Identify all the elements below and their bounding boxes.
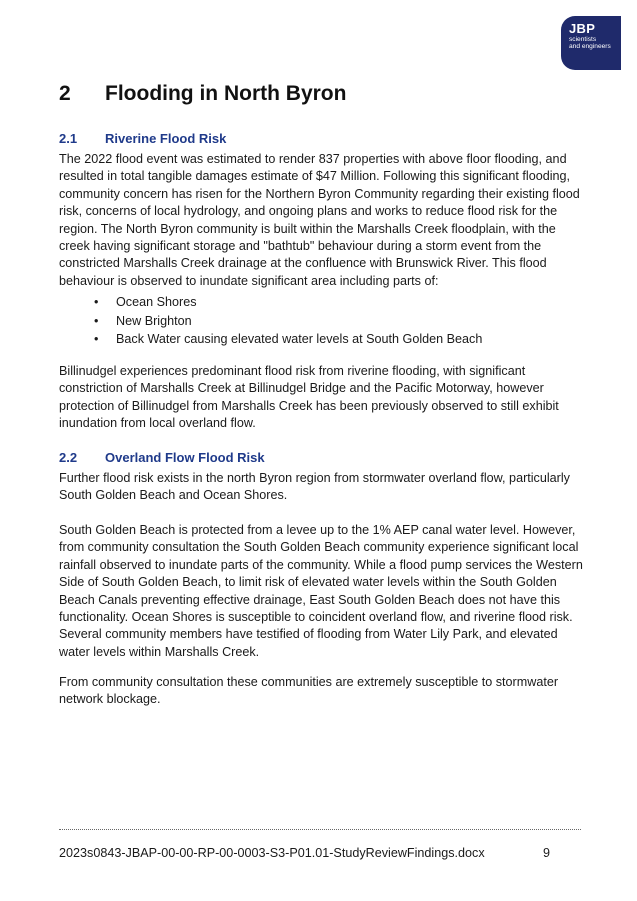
affected-areas-list [94,293,482,349]
overland-intro-paragraph: Further flood risk exists in the north Byron region from stormwater overland flow, particularly South Golden Beach and Ocean Shores. [59,471,570,503]
section-heading-2-2 [59,450,265,465]
logo-tagline-1: scientists [569,36,597,43]
section-number: 2.2 [59,450,78,465]
section-heading-2-1 [59,131,226,146]
footer-document-id: 2023s0843-JBAP-00-00-RP-00-0003-S3-P01.01-StudyReviewFindings.docx [59,846,485,860]
bullet-icon: • [94,313,99,328]
chapter-number: 2 [59,82,71,105]
list-item: • Ocean Shores [94,293,482,312]
list-item: • New Brighton [94,312,482,331]
blockage-paragraph: From community consultation these communities are extremely susceptible to stormwater network blockage. [59,675,559,707]
chapter-title: Flooding in North Byron [105,82,347,105]
billinudgel-paragraph: Billinudgel experiences predominant flood risk from riverine flooding, with significant constriction of Marshalls Creek at Billinudgel Bridge and the Pacific Motorway, however protection of Billinudgel from Marshalls Creek has been previously observed to still exhibit inundation from local overland flow. [59,364,559,431]
section-number: 2.1 [59,131,78,146]
riverine-intro-paragraph: The 2022 flood event was estimated to render 837 properties with above floor flooding, and resulted in total tangible damages estimate of $47 Million. Following this significant flooding, community concern has risen for the Northern Byron Community regarding their existing flood risk, concerns of local hydrology, and ongoing plans and works to reduce flood risk for the region. The North Byron community is built within the Marshalls Creek floodplain, with the creek having significant storage and "bathtub" behaviour during a storm event from the constricted Marshalls Creek drainage at the confluence with Brunswick River. This flood behaviour is observed to inundate significant area including parts of: [59,152,580,288]
logo-brand: JBP [569,21,596,36]
jbp-logo [561,16,621,70]
list-item: • Back Water causing elevated water levels at South Golden Beach [94,330,482,349]
logo-tagline-2: and engineers [569,43,611,50]
footer-divider [59,829,581,830]
bullet-icon: • [94,295,99,309]
section-title: Riverine Flood Risk [105,131,227,146]
south-golden-beach-paragraph: South Golden Beach is protected from a levee up to the 1% AEP canal water level. However, from community consultation the South Golden Beach community experience significant local rainfall observed to inundate parts of the community. While a flood pump services the Western Side of South Golden Beach, to limit risk of elevated water levels within the South Golden Beach Canals preventing effective drainage, East South Golden Beach does not have this functionality. Ocean Shores is susceptible to coincident overland flow, and riverine flood risk. Several community members have testified of flooding from Water Lily Park, and elevated water levels within Marshalls Creek. [59,523,583,659]
chapter-heading [59,82,346,106]
section-title: Overland Flow Flood Risk [105,450,265,465]
bullet-icon: • [94,332,99,346]
footer-page-number: 9 [543,846,551,860]
